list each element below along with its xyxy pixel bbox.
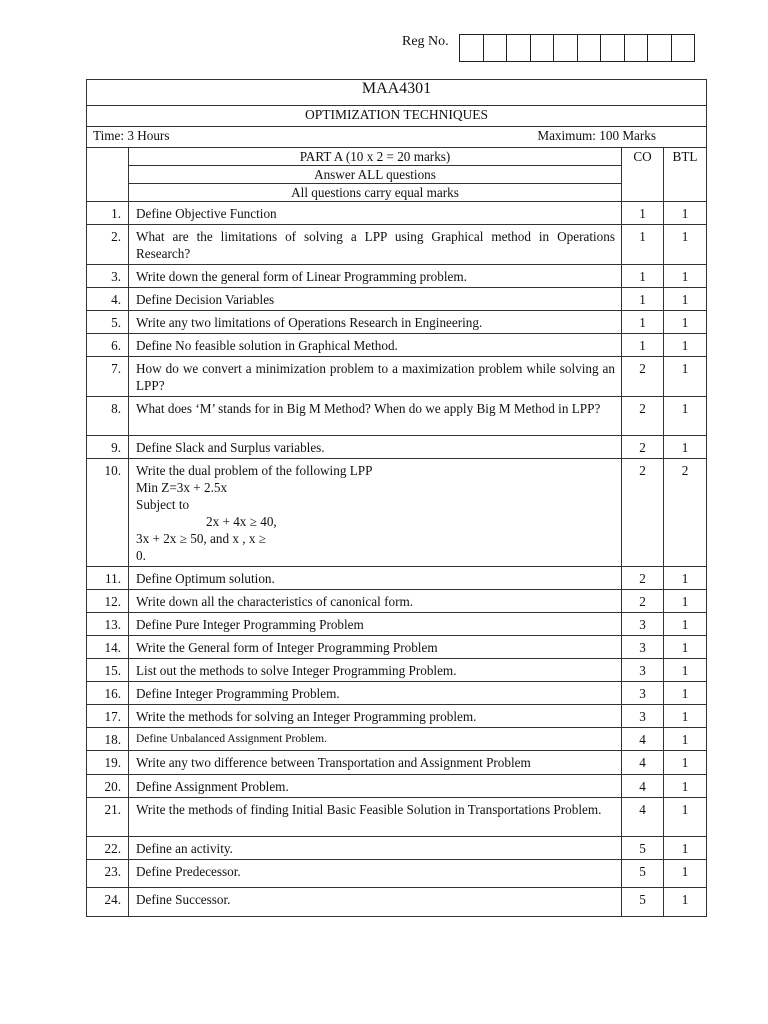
course-title: OPTIMIZATION TECHNIQUES — [87, 106, 707, 127]
question-number: 7. — [87, 357, 129, 397]
part-title: PART A (10 x 2 = 20 marks) — [129, 148, 622, 166]
bloom-taxonomy-level: 1 — [664, 397, 707, 436]
question-row — [87, 613, 707, 636]
co-header: CO — [622, 148, 664, 202]
course-outcome: 3 — [622, 682, 664, 705]
course-outcome: 1 — [622, 202, 664, 225]
question-number: 12. — [87, 590, 129, 613]
bloom-taxonomy-level: 1 — [664, 334, 707, 357]
question-line: 0. — [136, 548, 146, 563]
bloom-taxonomy-level: 1 — [664, 705, 707, 728]
question-number: 18. — [87, 728, 129, 751]
question-number: 19. — [87, 751, 129, 775]
bloom-taxonomy-level: 1 — [664, 567, 707, 590]
question-text: Define Unbalanced Assignment Problem. — [129, 728, 622, 751]
question-row — [87, 288, 707, 311]
question-number: 20. — [87, 775, 129, 798]
bloom-taxonomy-level: 1 — [664, 590, 707, 613]
reg-no-boxes[interactable] — [459, 34, 695, 62]
course-outcome: 2 — [622, 436, 664, 459]
bloom-taxonomy-level: 1 — [664, 436, 707, 459]
bloom-taxonomy-level: 1 — [664, 860, 707, 888]
question-number: 11. — [87, 567, 129, 590]
bloom-taxonomy-level: 1 — [664, 288, 707, 311]
question-text: Define Integer Programming Problem. — [129, 682, 622, 705]
bloom-taxonomy-level: 1 — [664, 613, 707, 636]
question-text: Define Slack and Surplus variables. — [129, 436, 622, 459]
blank-cell — [87, 148, 129, 202]
question-line: Min Z=3x + 2.5x — [136, 480, 228, 495]
exam-duration: Time: 3 Hours — [93, 128, 170, 143]
question-row — [87, 888, 707, 917]
reg-no-label: Reg No. — [402, 34, 449, 49]
question-number: 3. — [87, 265, 129, 288]
course-outcome: 3 — [622, 705, 664, 728]
question-text: Write any two difference between Transportation and Assignment Problem — [129, 751, 622, 775]
question-row — [87, 659, 707, 682]
bloom-taxonomy-level: 1 — [664, 659, 707, 682]
question-text: What are the limitations of solving a LPP using Graphical method in Operations Research? — [129, 225, 622, 265]
bloom-taxonomy-level: 2 — [664, 459, 707, 567]
question-paper-table — [86, 79, 707, 917]
instruction-answer-all: Answer ALL questions — [129, 166, 622, 184]
question-row — [87, 705, 707, 728]
course-outcome: 2 — [622, 357, 664, 397]
question-number: 6. — [87, 334, 129, 357]
exam-info — [87, 127, 707, 148]
question-line: Subject to — [136, 497, 190, 512]
question-row — [87, 751, 707, 775]
question-text: Define Optimum solution. — [129, 567, 622, 590]
question-text: Write any two limitations of Operations Research in Engineering. — [129, 311, 622, 334]
question-row — [87, 590, 707, 613]
bloom-taxonomy-level: 1 — [664, 775, 707, 798]
question-number: 23. — [87, 860, 129, 888]
question-number: 21. — [87, 798, 129, 837]
bloom-taxonomy-level: 1 — [664, 225, 707, 265]
question-number: 14. — [87, 636, 129, 659]
question-row — [87, 311, 707, 334]
bloom-taxonomy-level: 1 — [664, 682, 707, 705]
question-row — [87, 636, 707, 659]
bloom-taxonomy-level: 1 — [664, 311, 707, 334]
instruction-equal-marks: All questions carry equal marks — [129, 184, 622, 202]
question-number: 2. — [87, 225, 129, 265]
bloom-taxonomy-level: 1 — [664, 357, 707, 397]
question-number: 16. — [87, 682, 129, 705]
question-text: What does ‘M’ stands for in Big M Method? When do we apply Big M Method in LPP? — [129, 397, 622, 436]
question-text: How do we convert a minimization problem to a maximization problem while solving an LPP? — [129, 357, 622, 397]
max-marks: Maximum: 100 Marks — [537, 128, 657, 143]
question-text: Write down the general form of Linear Programming problem. — [129, 265, 622, 288]
bloom-taxonomy-level: 1 — [664, 798, 707, 837]
question-row — [87, 202, 707, 225]
question-number: 10. — [87, 459, 129, 567]
course-outcome: 5 — [622, 860, 664, 888]
question-row — [87, 682, 707, 705]
course-code: MAA4301 — [87, 80, 707, 106]
question-row — [87, 728, 707, 751]
question-number: 15. — [87, 659, 129, 682]
question-line: 3x + 2x ≥ 50, and x , x ≥ — [136, 531, 266, 546]
course-outcome: 2 — [622, 397, 664, 436]
course-outcome: 2 — [622, 459, 664, 567]
question-text: Define an activity. — [129, 837, 622, 860]
question-text: Write the General form of Integer Programming Problem — [129, 636, 622, 659]
question-text: Write down all the characteristics of canonical form. — [129, 590, 622, 613]
bloom-taxonomy-level: 1 — [664, 265, 707, 288]
bloom-taxonomy-level: 1 — [664, 728, 707, 751]
course-outcome: 4 — [622, 798, 664, 837]
course-outcome: 1 — [622, 265, 664, 288]
question-row — [87, 357, 707, 397]
course-outcome: 5 — [622, 837, 664, 860]
question-row — [87, 225, 707, 265]
course-outcome: 1 — [622, 288, 664, 311]
question-line: Write the dual problem of the following LPP — [136, 463, 373, 478]
question-row — [87, 798, 707, 837]
question-text: Define Predecessor. — [129, 860, 622, 888]
question-row — [87, 265, 707, 288]
course-outcome: 3 — [622, 636, 664, 659]
question-row — [87, 334, 707, 357]
question-text: Define Successor. — [129, 888, 622, 917]
course-outcome: 4 — [622, 775, 664, 798]
course-outcome: 4 — [622, 751, 664, 775]
question-number: 17. — [87, 705, 129, 728]
question-row — [87, 436, 707, 459]
question-text: List out the methods to solve Integer Programming Problem. — [129, 659, 622, 682]
question-text: Define Objective Function — [129, 202, 622, 225]
course-outcome: 1 — [622, 225, 664, 265]
btl-header: BTL — [664, 148, 707, 202]
bloom-taxonomy-level: 1 — [664, 202, 707, 225]
question-row — [87, 567, 707, 590]
course-outcome: 3 — [622, 613, 664, 636]
course-outcome: 1 — [622, 334, 664, 357]
question-text — [129, 459, 622, 567]
question-row — [87, 837, 707, 860]
course-outcome: 5 — [622, 888, 664, 917]
question-number: 5. — [87, 311, 129, 334]
question-number: 8. — [87, 397, 129, 436]
question-text: Define No feasible solution in Graphical Method. — [129, 334, 622, 357]
question-row — [87, 397, 707, 436]
question-number: 13. — [87, 613, 129, 636]
bloom-taxonomy-level: 1 — [664, 751, 707, 775]
question-number: 1. — [87, 202, 129, 225]
question-line: 2x + 4x ≥ 40, — [206, 514, 277, 529]
question-row — [87, 860, 707, 888]
question-text: Define Decision Variables — [129, 288, 622, 311]
question-text: Write the methods for solving an Integer Programming problem. — [129, 705, 622, 728]
course-outcome: 4 — [622, 728, 664, 751]
course-outcome: 1 — [622, 311, 664, 334]
question-number: 4. — [87, 288, 129, 311]
bloom-taxonomy-level: 1 — [664, 636, 707, 659]
course-outcome: 2 — [622, 567, 664, 590]
question-number: 22. — [87, 837, 129, 860]
question-text: Define Assignment Problem. — [129, 775, 622, 798]
course-outcome: 2 — [622, 590, 664, 613]
bloom-taxonomy-level: 1 — [664, 888, 707, 917]
question-text: Write the methods of finding Initial Basic Feasible Solution in Transportations Problem. — [129, 798, 622, 837]
question-number: 9. — [87, 436, 129, 459]
question-row — [87, 459, 707, 567]
question-row — [87, 775, 707, 798]
bloom-taxonomy-level: 1 — [664, 837, 707, 860]
course-outcome: 3 — [622, 659, 664, 682]
question-number: 24. — [87, 888, 129, 917]
question-text: Define Pure Integer Programming Problem — [129, 613, 622, 636]
